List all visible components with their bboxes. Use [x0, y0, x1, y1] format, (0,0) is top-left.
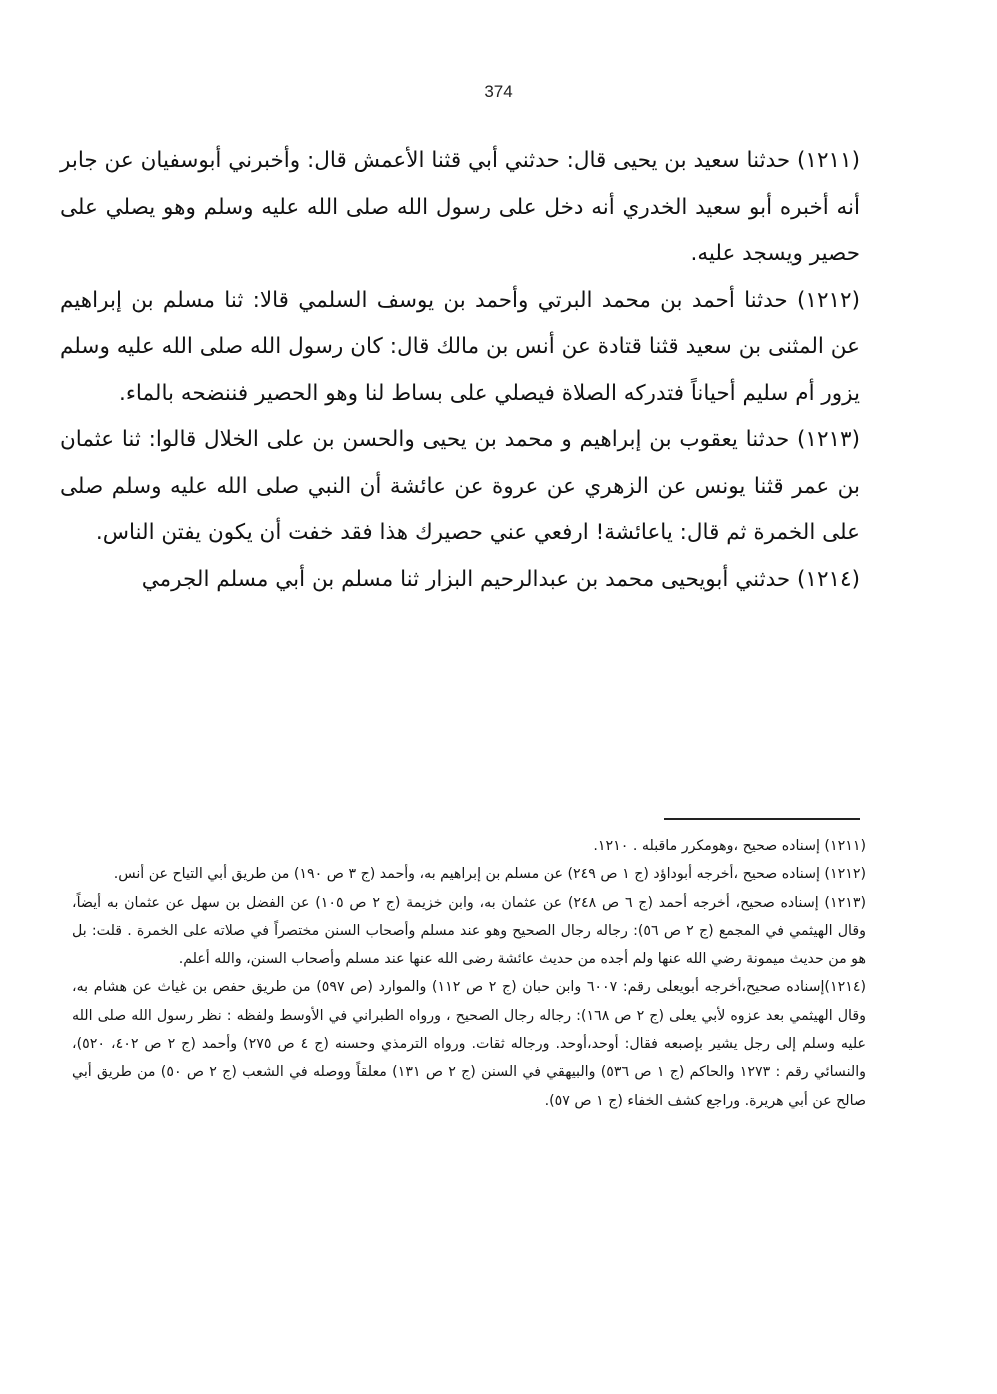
footnote-1211: (١٢١١) إسناده صحيح ،وهومكرر ماقبله . ١٢١٠. — [593, 838, 866, 854]
hadith-1213: (١٢١٣) حدثنا يعقوب بن إبراهيم و محمد بن يحيى والحسن بن على الخلال قالوا: ثنا عثمان بن عمر قثنا يونس عن الزهري عن عروة عن عائشة أن النبي صلى الله عليه وسلم صلى على الخمرة ثم قال: ياعائشة! ارفعي عني حصيرك هذا فقد خفت أن يكون يفتن الناس. — [60, 427, 860, 545]
page-number: 374 — [484, 82, 513, 101]
main-text — [60, 138, 860, 603]
footnotes — [72, 832, 866, 1115]
hadith-1214: (١٢١٤) حدثني أبويحيى محمد بن عبدالرحيم البزار ثنا مسلم بن أبي مسلم الجرمي — [141, 566, 860, 592]
footnote-1212: (١٢١٢) إسناده صحيح ،أخرجه أبوداؤد (ج ١ ص ٢٤٩) عن مسلم بن إبراهيم به، وأحمد (ج ٣ ص ١٩٠) من طريق أبي التياح عن أنس. — [113, 866, 866, 883]
footnote-1213: (١٢١٣) إسناده صحيح، أخرجه أحمد (ج ٦ ص ٢٤٨) عن عثمان به، وابن خزيمة (ج ٢ ص ١٠٥) عن الفضل بن سهل عن عثمان به أيضاً، وقال الهيثمي في المجمع (ج ٢ ص ٥٦): رجاله رجال الصحيح وهو عند مسلم وأصحاب السنن مختصراً في صلاته على الخمرة . قلت: بل هو من حديث ميمونة رضي الله عنها ولم أجده من حديث عائشة رضى الله عنها عند مسلم وأصحاب السنن، والله أعلم. — [72, 894, 866, 968]
hadith-1212: (١٢١٢) حدثنا أحمد بن محمد البرتي وأحمد بن يوسف السلمي قالا: ثنا مسلم بن إبراهيم عن المثنى بن سعيد قثنا قتادة عن أنس بن مالك قال: كان رسول الله صلى الله عليه وسلم يزور أم سليم أحياناً فتدركه الصلاة فيصلي على بساط لنا وهو الحصير فننضحه بالماء. — [60, 287, 860, 406]
footnote-1214: (١٢١٤)إسناده صحيح،أخرجه أبويعلى رقم: ٦٠٠٧ وابن حبان (ج ٢ ص ١١٢) والموارد (ص ٥٩٧) من طريق حفص بن غياث عن هشام به، وقال الهيثمي بعد عزوه لأبي يعلى (ج ٢ ص ١٦٨): رجاله رجال الصحيح ، ورواه الطبراني في الأوسط ولفظه : نظر رسول الله صلى الله عليه وسلم إلى رجل يشير بإصبعه فقال: أوحد،أوحد. ورجاله ثقات. ورواه الترمذي وحسنه (ج ٤ ص ٢٧٥) وأحمد (ج ٢ ص ٤٠٢، ٥٢٠)، والنسائي رقم : ١٢٧٣ والحاكم (ج ١ ص ٥٣٦) والبيهقي في السنن (ج ٢ ص ١٣١) معلقاً ووصله في الشعب (ج ٢ ص ٥٠) من طريق أبي صالح عن أبي هريرة. وراجع كشف الخفاء (ج ١ ص ٥٧). — [72, 979, 867, 1109]
hadith-1211: (١٢١١) حدثنا سعيد بن يحيى قال: حدثني أبي قثنا الأعمش قال: وأخبرني أبوسفيان عن جابر أنه أخبره أبو سعيد الخدري أنه دخل على رسول الله صلى الله عليه وسلم وهو يصلي على حصير ويسجد عليه. — [60, 148, 860, 266]
footnote-divider — [664, 818, 860, 820]
